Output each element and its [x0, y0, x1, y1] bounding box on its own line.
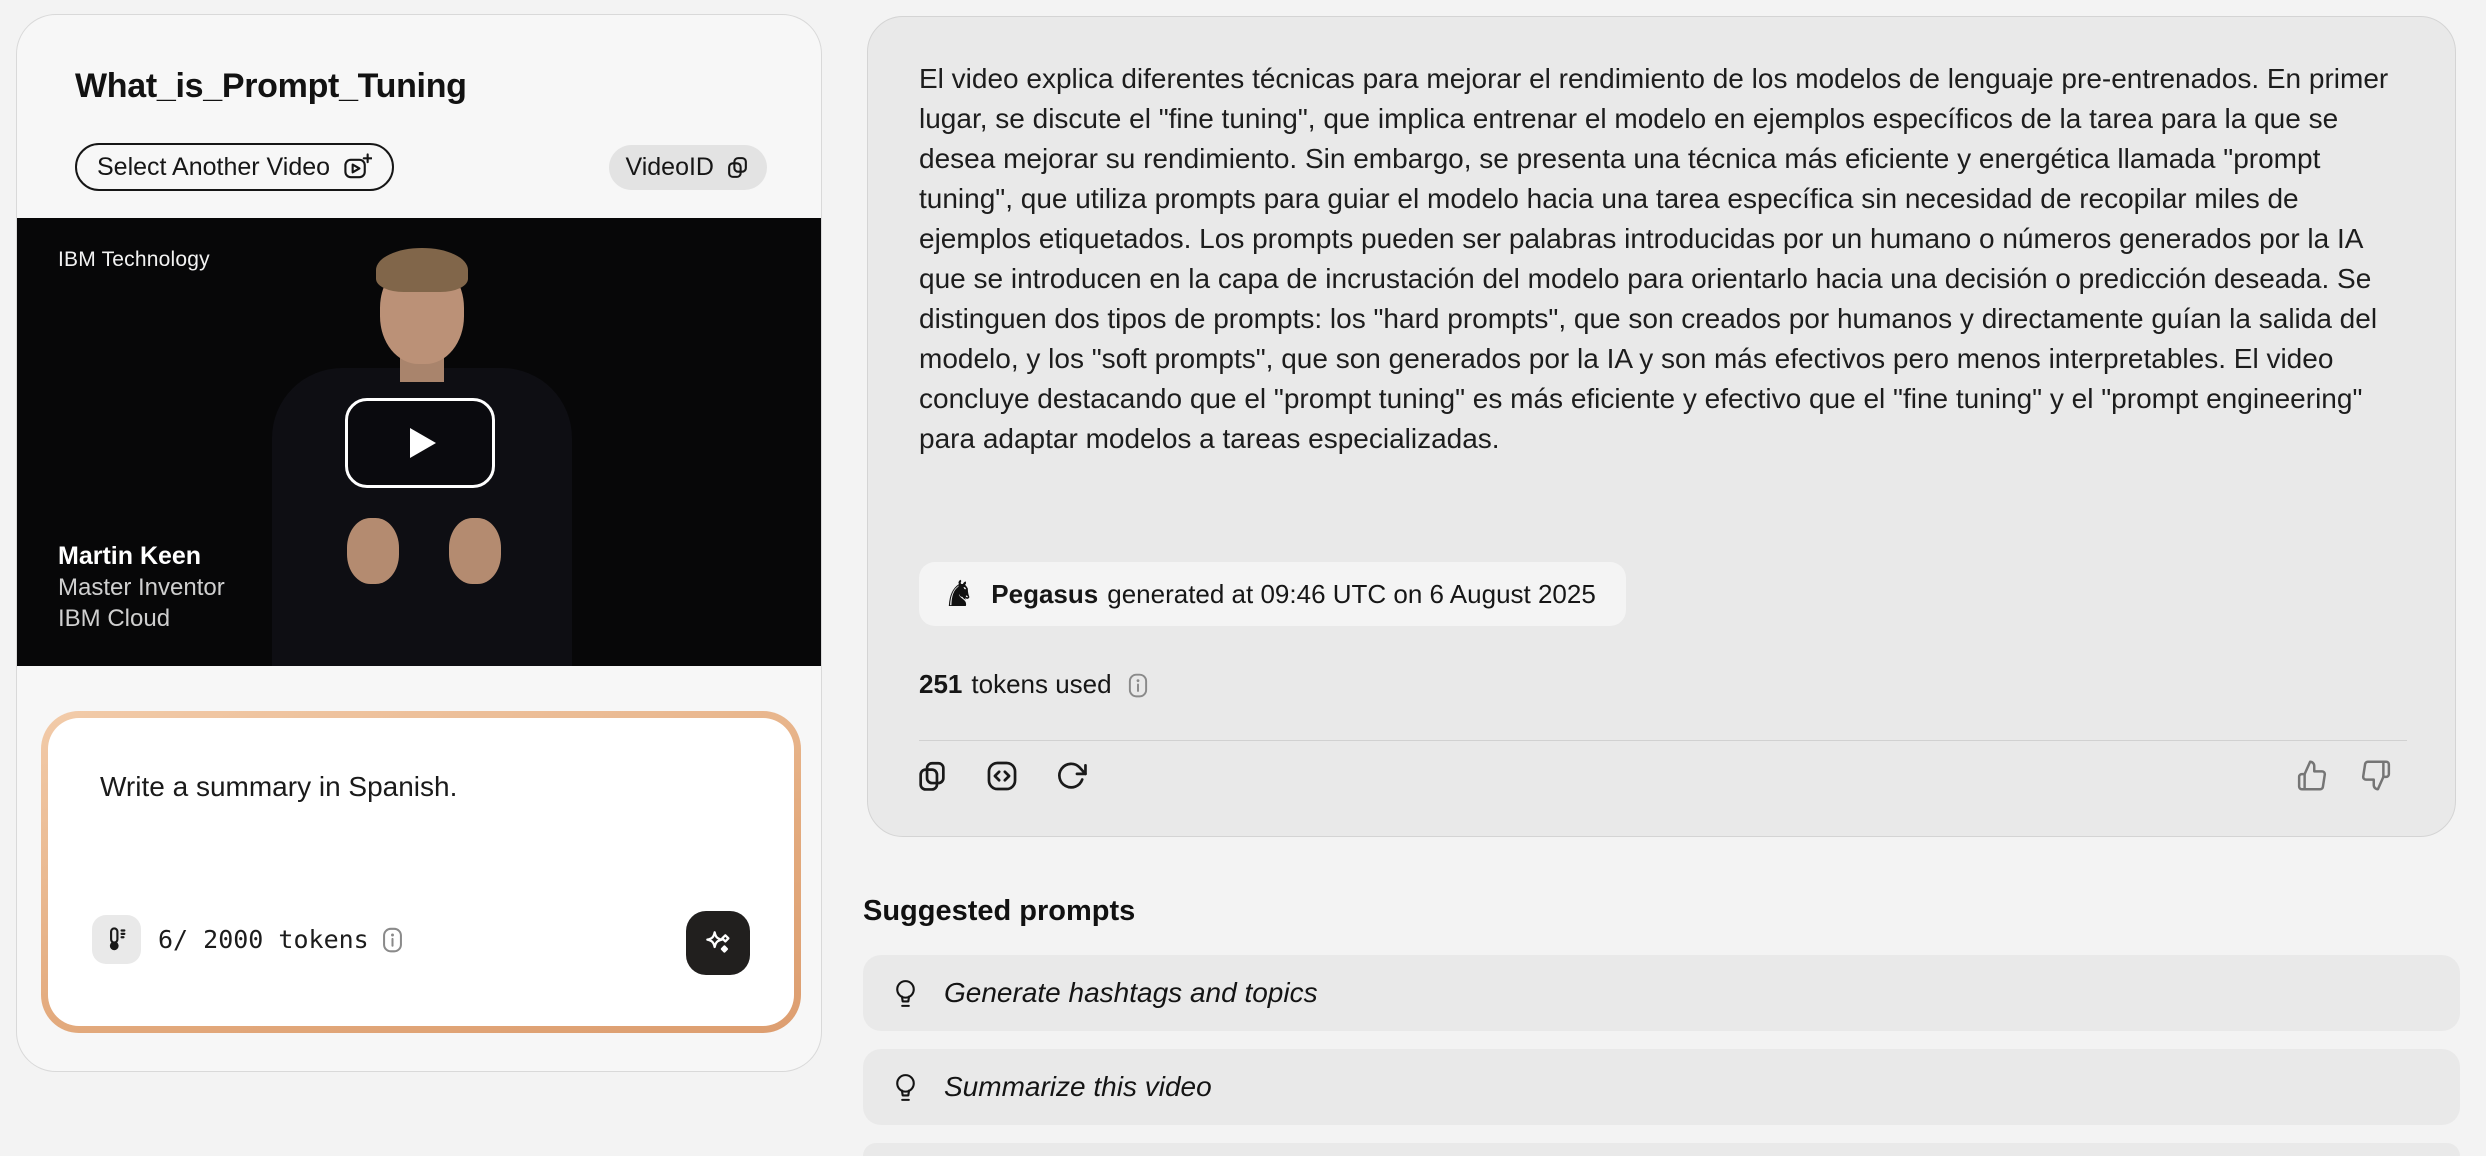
suggested-prompt-summarize[interactable] — [863, 1049, 2460, 1125]
summary-text: El video explica diferentes técnicas para mejorar el rendimiento de los modelos de lenguaje pre-entrenados. En primer lugar, se discute el "fine tuning", que implica entrenar el modelo en ejemplos específicos de la tarea para la que se desea mejorar su rendimiento. Sin embargo, se presenta una técnica más eficiente y energética llamada "prompt tuning", que utiliza prompts para guiar el modelo hacia una tarea específica sin necesidad de recopilar miles de ejemplos etiquetados. Los prompts pueden ser palabras introducidas por un humano o números generados por la IA que se introducen en la capa de incrustación del modelo para orientarlo hacia una decisión o predicción deseada. Se distinguen dos tipos de prompts: los "hard prompts", que son creados por humanos y directamente guían la salida del modelo, y los "soft prompts", que son generados por la IA y son más efectivos pero menos interpretables. El video concluye destacando que el "prompt tuning" es más eficiente y efectivo que el "fine tuning" y el "prompt engineering" para adaptar modelos a tareas especializadas. — [919, 63, 2389, 454]
suggested-prompt-label: Summarize this video — [944, 1071, 1212, 1102]
copy-icon — [725, 155, 750, 180]
play-button[interactable] — [345, 398, 495, 488]
copy-response-button[interactable] — [913, 757, 951, 795]
speaker-org: IBM Cloud — [58, 605, 171, 632]
tokens-used-label: tokens used — [971, 669, 1112, 699]
thermometer-icon — [103, 926, 130, 953]
video-channel-label: IBM Technology — [58, 248, 210, 271]
info-icon[interactable] — [1125, 672, 1151, 698]
video-id-button[interactable] — [609, 145, 768, 190]
suggested-prompt-hashtags[interactable] — [863, 955, 2460, 1031]
response-panel — [867, 16, 2456, 837]
model-name: Pegasus — [991, 578, 1099, 609]
speaker-role: Master Inventor — [58, 574, 225, 601]
speaker-name: Martin Keen — [58, 542, 202, 570]
thumbs-down-button[interactable] — [2358, 757, 2395, 794]
video-panel — [16, 14, 822, 1072]
tokens-used-line — [919, 669, 1151, 700]
video-player[interactable] — [17, 218, 822, 666]
suggested-prompt-partial[interactable] — [863, 1143, 2460, 1156]
lightbulb-icon — [889, 977, 922, 1010]
video-id-label: VideoID — [625, 153, 714, 181]
feedback-actions — [2293, 757, 2395, 794]
token-counter — [158, 915, 406, 964]
regenerate-icon — [1055, 759, 1089, 793]
copy-icon — [915, 759, 949, 793]
thumbs-down-icon — [2360, 759, 2393, 792]
prompt-input[interactable]: Write a summary in Spanish. — [100, 771, 458, 802]
tokens-used-count: 251 — [919, 669, 963, 699]
select-video-label: Select Another Video — [97, 152, 331, 181]
info-icon[interactable] — [379, 926, 406, 953]
generate-button[interactable] — [686, 911, 750, 975]
generation-info-pill — [919, 562, 1626, 626]
generation-info-text — [991, 579, 1596, 610]
regenerate-button[interactable] — [1053, 757, 1091, 795]
video-plus-icon — [343, 153, 372, 182]
suggested-prompt-label: Generate hashtags and topics — [944, 977, 1318, 1008]
thumbs-up-button[interactable] — [2293, 757, 2330, 794]
play-icon — [410, 428, 436, 458]
pegasus-icon: ♞ — [943, 573, 976, 614]
sparkles-icon — [702, 927, 734, 959]
lightbulb-icon — [889, 1071, 922, 1104]
temperature-button[interactable] — [92, 915, 141, 964]
speaker-caption — [58, 541, 225, 634]
select-another-video-button[interactable] — [75, 143, 394, 191]
generated-at-text: generated at 09:46 UTC on 6 August 2025 — [1107, 578, 1596, 609]
video-filename-title: What_is_Prompt_Tuning — [75, 67, 467, 105]
suggested-prompts-heading: Suggested prompts — [863, 895, 1136, 927]
prompt-input-card — [41, 711, 801, 1033]
thumbs-up-icon — [2295, 759, 2328, 792]
view-code-button[interactable] — [983, 757, 1021, 795]
response-actions — [913, 757, 1091, 795]
actions-divider — [919, 740, 2407, 741]
token-counter-text: 6/ 2000 tokens — [158, 925, 369, 954]
code-icon — [985, 759, 1019, 793]
